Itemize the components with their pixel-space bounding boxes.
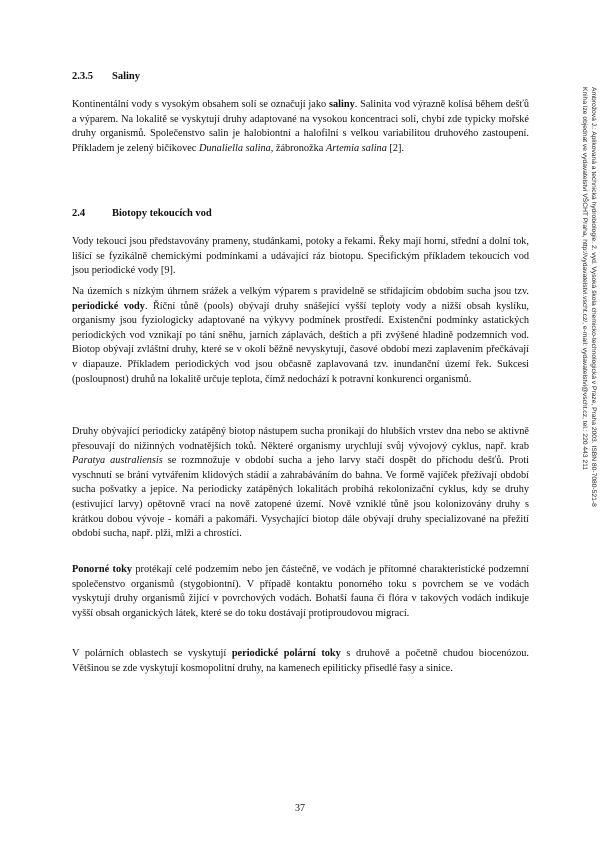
italic-term: Artemia salina bbox=[325, 142, 387, 154]
paragraph bbox=[72, 235, 529, 279]
paragraph bbox=[72, 563, 529, 621]
section-heading-saliny bbox=[72, 70, 140, 84]
text-run: . Salinita vod výrazně kolísá během dešťů a výparem. Na lokalitě se vyskytují druhy adaptované na vysokou koncentraci solí, chybí zde typicky mořské druhy organismů. Společenstvo salin je halobiontní a halofilní s velkou variabilitou druhového zastoupení. Příkladem je zelený bičíkovec bbox=[72, 99, 529, 154]
text-run: Kontinentální vody s vysokým obsahem solí se označují jako bbox=[72, 99, 329, 110]
text-run: se rozmnožuje v období sucha a jeho larvy stačí dospět do příchodu dešťů. Proti vyschnutí se brání vytvářením klidových stádií a zahrabáváním do bahna. Ve formě vajíček přežívají období sucha pošvatky a jepice. Na periodicky zatápěných lokalitách probíhá rekolonizační cyklus, kdy se druhy (estivující larvy) opětovně vrací na nově zatopené území. Nově vzniklé tůně jsou kolonizovány druhy s krátkou dobou vývoje - komáři a pakomáři. Vysychající biotop dále obývají druhy specializované na přežití období sucha, např. plži, mlži a chrostíci. bbox=[72, 455, 529, 540]
side-note-line: Ambrožová J.: Aplikovaná a technická hydrobiologie. 2. vyd. Vysoká škola chemicko-technologická v Praze, Praha 2003. ISBN 80-7080-521-8 bbox=[590, 87, 597, 507]
section-title: Saliny bbox=[112, 71, 141, 82]
text-run: protékají celé podzemím nebo jen částečně, ve vodách je přítomné charakteristické podzemní společenstvo organismů (stygobiontní). V případě kontaktu ponorného toku s povrchem se ve vodách vyskytují druhy organismů žijící v povrchových vodách. Bohatší fauna či flóra v takových vodách indikuje vyšší obsah organických látek, které se do toku dostávají protiproudovou migrací. bbox=[72, 564, 529, 619]
text-run: , žábronožka bbox=[270, 142, 326, 154]
text-run: s druhově a početně chudou biocenózou. Většinou se zde vyskytují kosmopolitní druhy, na kamenech epiliticky přisedlé řasy a sinice. bbox=[72, 648, 529, 674]
bold-term: saliny bbox=[328, 99, 355, 110]
section-heading-biotopy bbox=[72, 207, 212, 221]
italic-term: Paratya australiensis bbox=[72, 455, 163, 467]
section-title: Biotopy tekoucích vod bbox=[112, 208, 212, 219]
italic-term: Dunaliella salina bbox=[198, 142, 271, 154]
side-note-line: Kniha lze objednat ve vydavatelství VŠCHT Praha, http://vydavatelstvi.vscht.cz/, e-mail: vydavatelstvi@vscht.cz, tel.: 220 443 211 bbox=[580, 87, 588, 471]
paragraph bbox=[72, 285, 529, 387]
bold-term: Ponorné toky bbox=[72, 564, 133, 575]
text-run: V polárních oblastech se vyskytují bbox=[72, 648, 232, 659]
text-run: . Říční tůně (pools) obývají druhy snášející vyšší teploty vody a nižší obsah kyslíku, organismy jsou fyziologicky adaptované na výkyvy podmínek prostředí. Existenční podmínky astatických periodických vod vznikají po tání sněhu, jarních záplavách, deštích a při zvýšené hladině podzemních vod. Biotop obývají zvláštní druhy, které se v okolí běžně nevyskytují, časové období mezi zaplavením přečkávají v diapauze. Příkladem periodických vod jsou občasně zaplavovaná tzv. inundanční území řek. Sukcesi (posloupnost) druhů na lokalitě určuje teplota, čímž nedochází k potravní konkurenci organismů. bbox=[72, 300, 529, 385]
paragraph bbox=[72, 98, 529, 156]
text-run: [2]. bbox=[386, 142, 405, 154]
text-run: Na územích s nízkým úhrnem srážek a velkým výparem s pravidelně se střídajícím obdobím sucha jsou tzv. bbox=[72, 286, 529, 297]
bold-term: periodické polární toky bbox=[231, 648, 341, 659]
page-number: 37 bbox=[295, 803, 305, 814]
bold-term: periodické vody bbox=[72, 300, 145, 312]
section-number: 2.4 bbox=[72, 208, 86, 219]
publication-side-note bbox=[568, 87, 598, 627]
text-run: Vody tekoucí jsou představovány prameny, studánkami, potoky a řekami. Řeky mají horní, střední a dolní tok, lišící se fyzikálně chemickými podmínkami a udávající ráz biotopu. Specifickým příkladem tekoucích vod jsou periodické vody [9]. bbox=[72, 236, 529, 277]
text-run: Druhy obývající periodicky zatápěný biotop nástupem sucha pronikají do hlubších vrstev dna nebo se aktivně přesouvají do nižinných vodnatějších toků. Některé organismy urychlují svůj vývojový cyklus, např. krab bbox=[72, 426, 529, 452]
paragraph bbox=[72, 425, 529, 542]
paragraph bbox=[72, 647, 529, 676]
section-number: 2.3.5 bbox=[72, 71, 93, 82]
